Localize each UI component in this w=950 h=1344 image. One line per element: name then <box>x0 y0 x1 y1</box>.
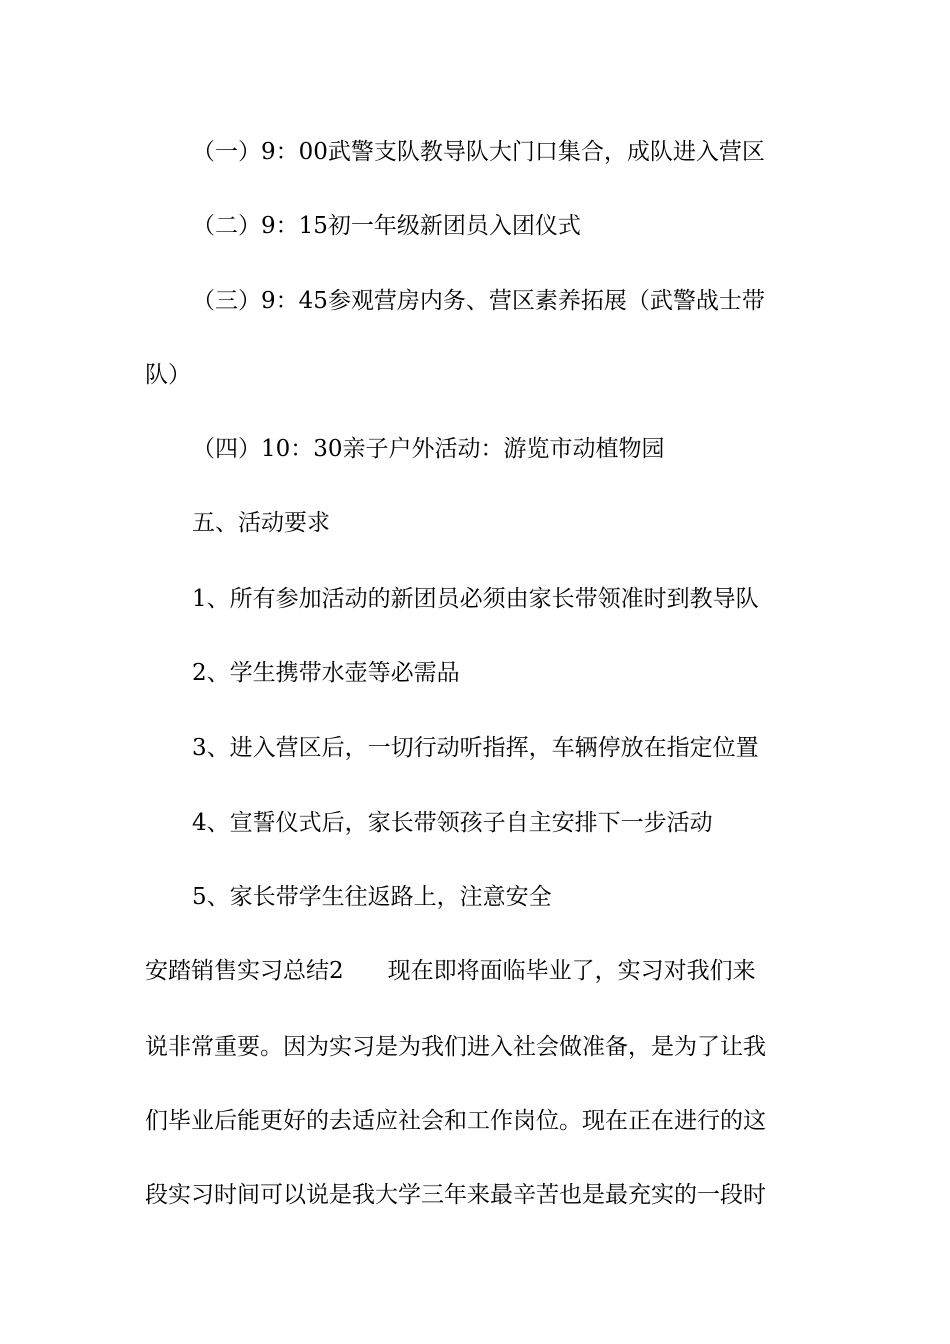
requirements-heading: 五、活动要求 <box>192 510 330 536</box>
schedule-item-1: （一）9：00武警支队教导队大门口集合，成队进入营区 <box>192 139 765 165</box>
section2-body-line-3: 们毕业后能更好的去适应社会和工作岗位。现在正在进行的这 <box>145 1108 766 1134</box>
schedule-item-4: （四）10：30亲子户外活动：游览市动植物园 <box>192 436 665 462</box>
schedule-item-3-continued: 队） <box>145 362 191 388</box>
schedule-item-3: （三）9：45参观营房内务、营区素养拓展（武警战士带 <box>192 288 765 314</box>
section2-body-line-2: 说非常重要。因为实习是为我们进入社会做准备，是为了让我 <box>145 1034 766 1060</box>
requirement-item-1: 1、所有参加活动的新团员必须由家长带领准时到教导队 <box>192 586 759 612</box>
requirement-item-5: 5、家长带学生往返路上，注意安全 <box>192 884 552 910</box>
section2-body-line-1: 现在即将面临毕业了，实习对我们来 <box>387 958 756 984</box>
section2-title: 安踏销售实习总结2 <box>145 958 344 984</box>
requirement-item-4: 4、宣誓仪式后，家长带领孩子自主安排下一步活动 <box>192 810 713 836</box>
section2-body-line-4: 段实习时间可以说是我大学三年来最辛苦也是最充实的一段时 <box>145 1182 766 1208</box>
section2-first-line <box>145 956 756 986</box>
requirement-item-2: 2、学生携带水壶等必需品 <box>192 660 460 686</box>
requirement-item-3: 3、进入营区后，一切行动听指挥，车辆停放在指定位置 <box>192 735 759 761</box>
schedule-item-2: （二）9：15初一年级新团员入团仪式 <box>192 213 581 239</box>
